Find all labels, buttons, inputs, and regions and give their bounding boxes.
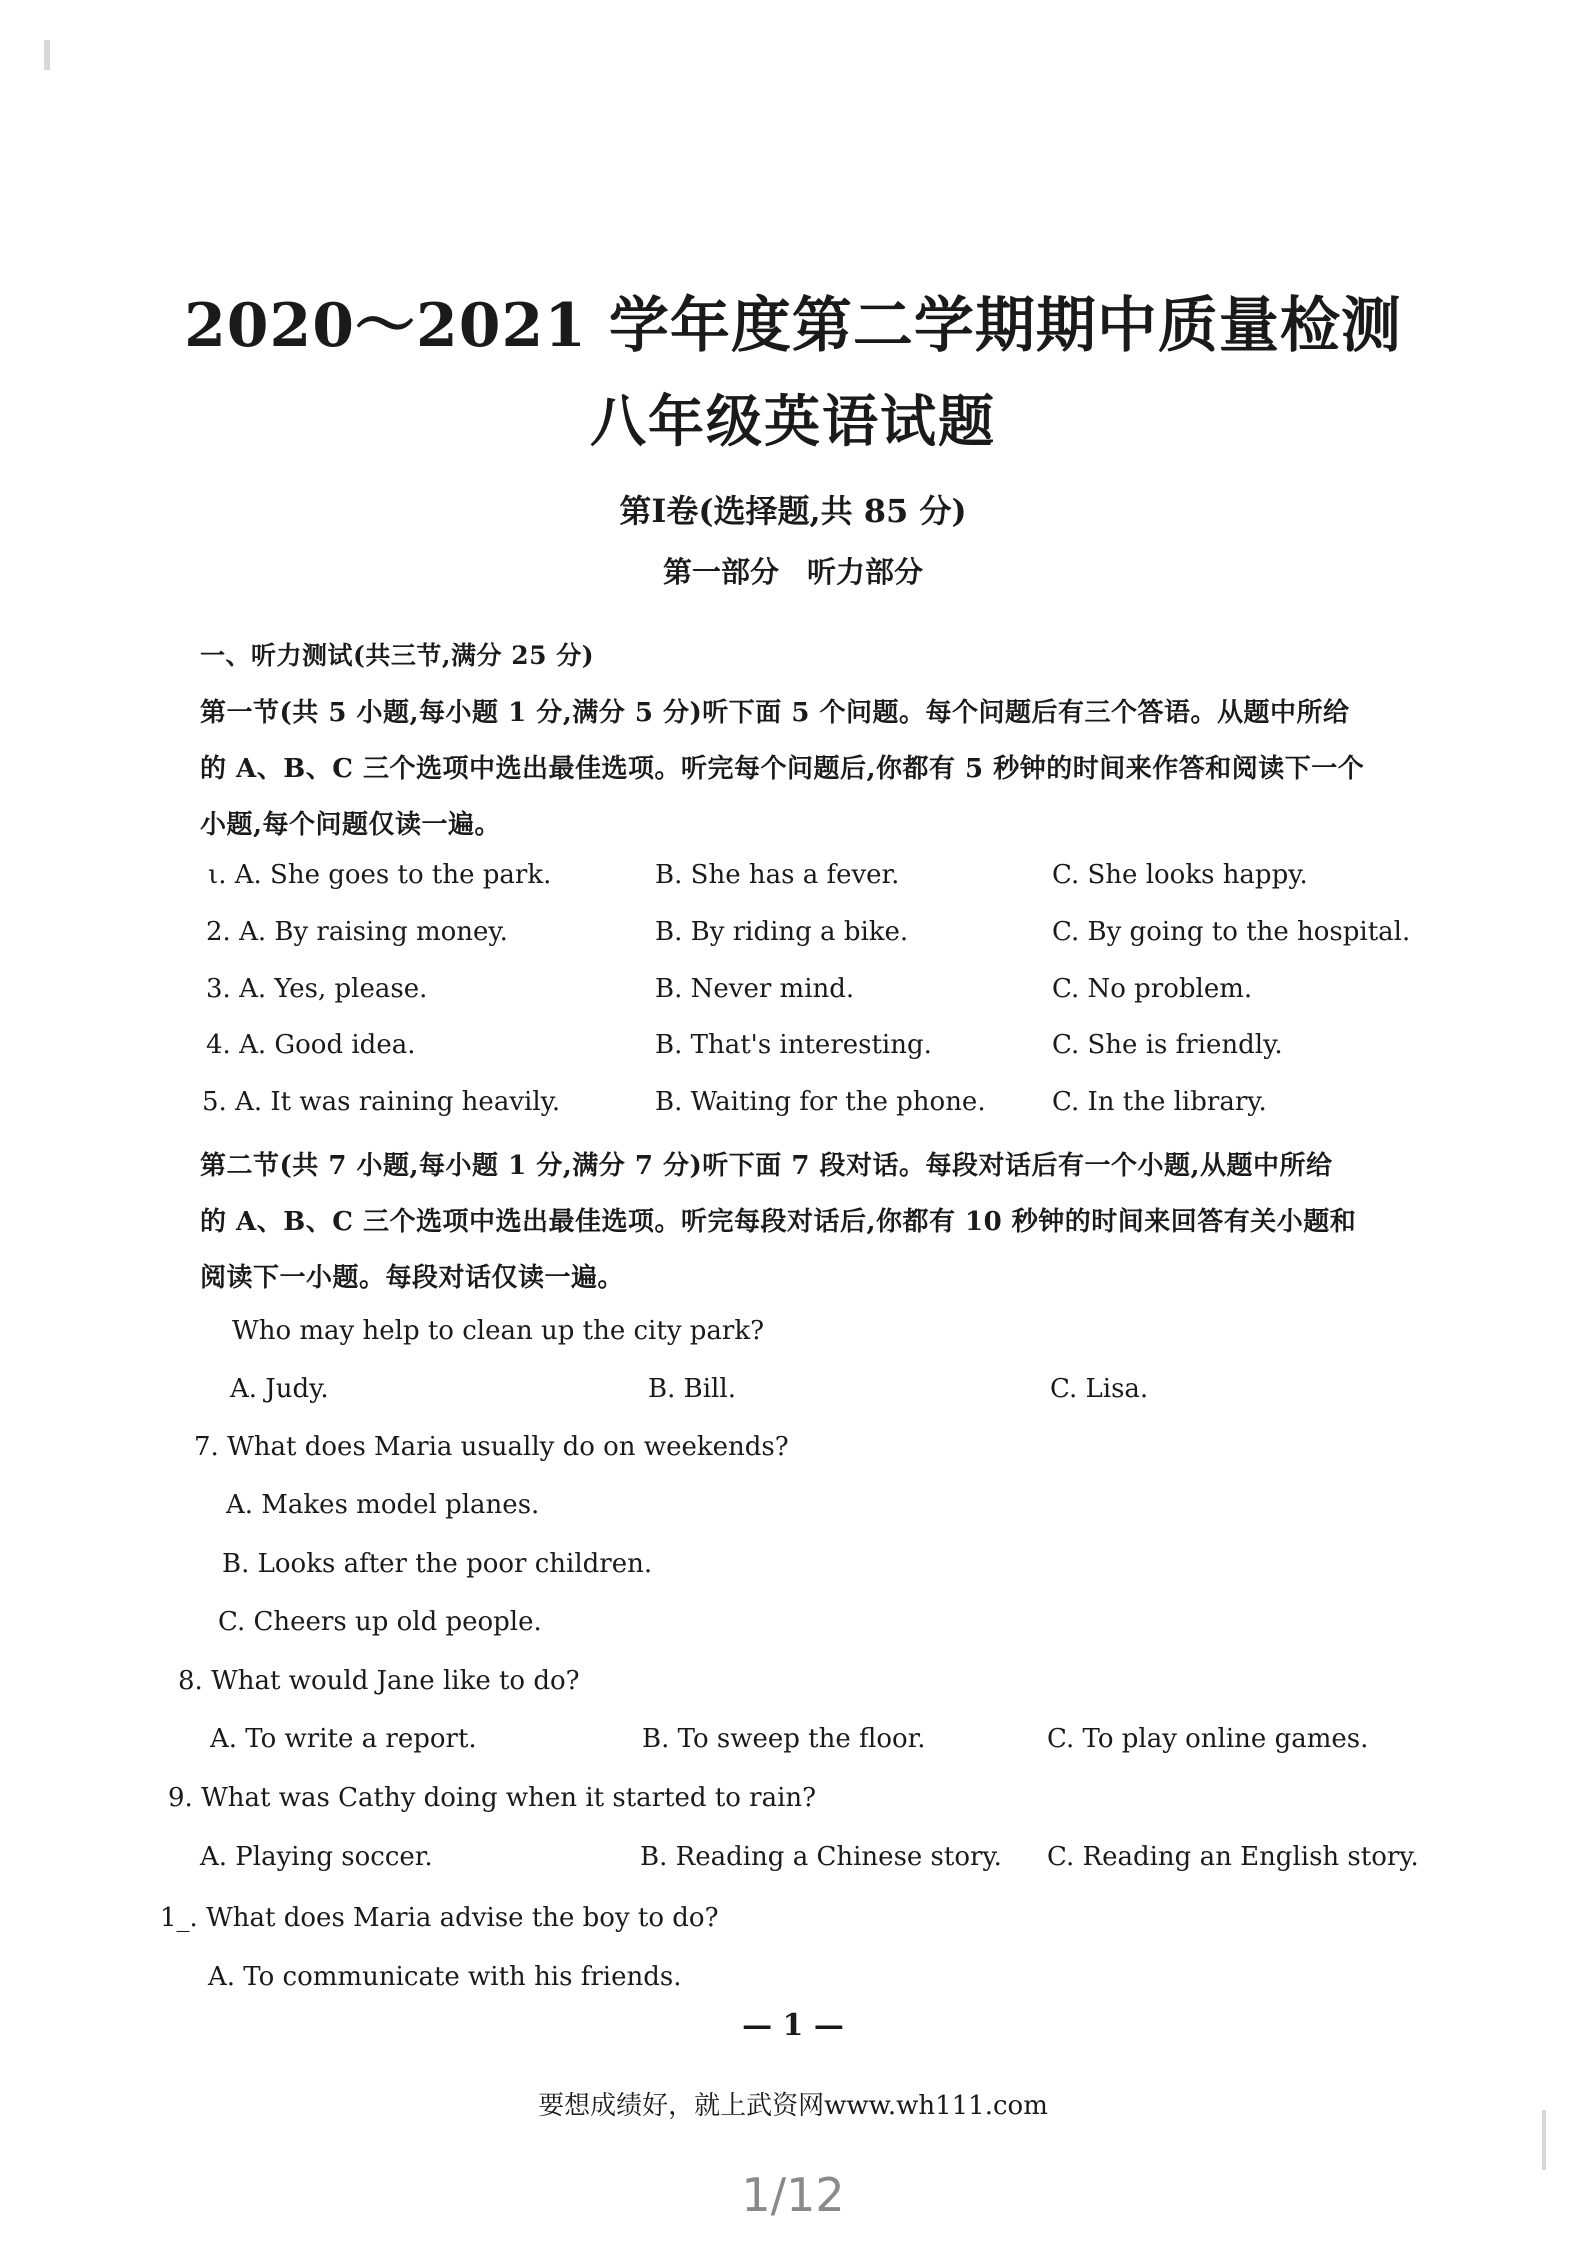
section1-instruction-line: 小题,每个问题仅读一遍。: [200, 810, 502, 840]
q2-option-c: C. By going to the hospital.: [1052, 917, 1411, 947]
section-heading: 一、听力测试(共三节,满分 25 分): [200, 641, 595, 670]
exam-subtitle: 八年级英语试题: [590, 389, 996, 455]
q1-option-b: B. She has a fever.: [655, 860, 900, 890]
section1-instruction-line: 第一节(共 5 小题,每小题 1 分,满分 5 分)听下面 5 个问题。每个问题后有三个答语。从题中所给: [200, 698, 1350, 728]
page-indicator: 1/12: [741, 2168, 845, 2222]
q1-option-c: C. She looks happy.: [1052, 860, 1308, 890]
q8-question: 8. What would Jane like to do?: [178, 1666, 580, 1696]
q2-option-b: B. By riding a bike.: [655, 917, 909, 947]
q3-option-c: C. No problem.: [1052, 974, 1253, 1004]
q7-question: 7. What does Maria usually do on weekends?: [194, 1432, 789, 1462]
q6-question: Who may help to clean up the city park?: [232, 1316, 765, 1346]
section2-instruction-line: 阅读下一小题。每段对话仅读一遍。: [200, 1263, 625, 1293]
q8-option-c: C. To play online games.: [1047, 1724, 1369, 1754]
q1-option-a: ι. A. She goes to the park.: [208, 860, 552, 890]
q2-option-a: 2. A. By raising money.: [206, 917, 508, 947]
q10-question: 1_. What does Maria advise the boy to do?: [160, 1903, 719, 1933]
q5-option-a: 5. A. It was raining heavily.: [202, 1087, 561, 1117]
q7-option-a: A. Makes model planes.: [226, 1490, 540, 1520]
q4-option-c: C. She is friendly.: [1052, 1030, 1283, 1060]
exam-title: 2020～2021 学年度第二学期期中质量检测: [184, 291, 1402, 361]
section2-instruction-line: 第二节(共 7 小题,每小题 1 分,满分 7 分)听下面 7 段对话。每段对话后有一个小题,从题中所给: [200, 1151, 1333, 1181]
page-number: — 1 —: [742, 2008, 844, 2043]
q9-question: 9. What was Cathy doing when it started to rain?: [168, 1783, 817, 1813]
q9-option-b: B. Reading a Chinese story.: [640, 1842, 1002, 1872]
q9-option-a: A. Playing soccer.: [200, 1842, 433, 1872]
q9-option-c: C. Reading an English story.: [1047, 1842, 1419, 1872]
q4-option-b: B. That's interesting.: [655, 1030, 932, 1060]
part-heading: 第一部分 听力部分: [662, 555, 924, 589]
q3-option-b: B. Never mind.: [655, 974, 855, 1004]
q8-option-a: A. To write a report.: [210, 1724, 477, 1754]
q5-option-b: B. Waiting for the phone.: [655, 1087, 986, 1117]
scan-mark: [44, 40, 50, 70]
q4-option-a: 4. A. Good idea.: [206, 1030, 416, 1060]
q6-option-a: A. Judy.: [230, 1374, 329, 1404]
q6-option-c: C. Lisa.: [1050, 1374, 1149, 1404]
q6-option-b: B. Bill.: [648, 1374, 736, 1404]
section2-instruction-line: 的 A、B、C 三个选项中选出最佳选项。听完每段对话后,你都有 10 秒钟的时间来回答有关小题和: [200, 1207, 1357, 1237]
q7-option-c: C. Cheers up old people.: [218, 1607, 542, 1637]
q3-option-a: 3. A. Yes, please.: [206, 974, 428, 1004]
q10-option-a: A. To communicate with his friends.: [208, 1962, 682, 1992]
q8-option-b: B. To sweep the floor.: [642, 1724, 926, 1754]
watermark-text: 要想成绩好，就上武资网www.wh111.com: [538, 2091, 1048, 2121]
q5-option-c: C. In the library.: [1052, 1087, 1267, 1117]
volume-heading: 第Ⅰ卷(选择题,共 85 分): [619, 492, 967, 530]
section1-instruction-line: 的 A、B、C 三个选项中选出最佳选项。听完每个问题后,你都有 5 秒钟的时间来作答和阅读下一个: [200, 754, 1365, 784]
q7-option-b: B. Looks after the poor children.: [222, 1549, 653, 1579]
